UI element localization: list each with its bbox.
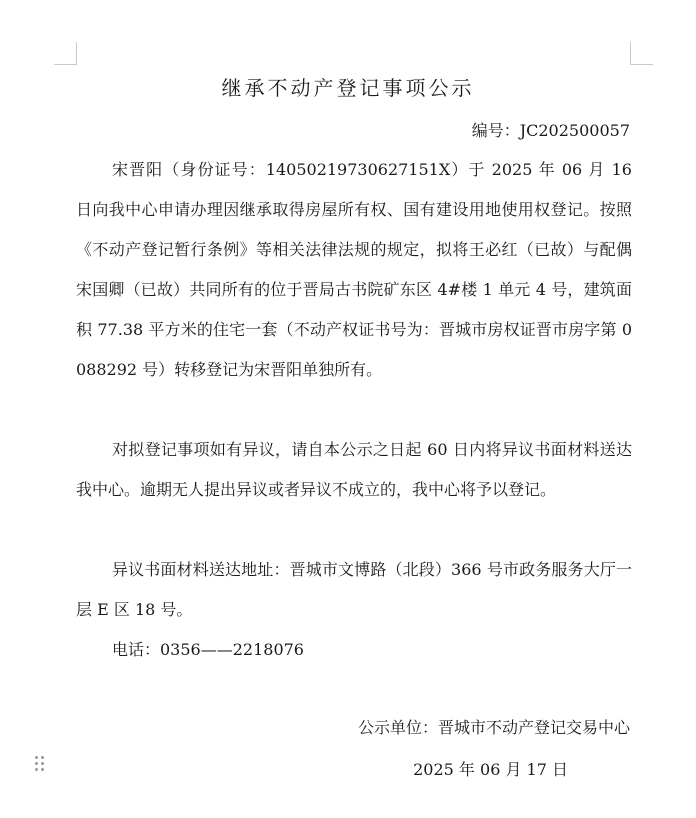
issue-date: 2025 年 06 月 17 日 [413, 760, 568, 779]
paragraph-phone: 电话：0356——2218076 [112, 640, 304, 659]
paragraph-objection: 对拟登记事项如有异议，请自本公示之日起 60 日内将异议书面材料送达我中心。逾期无人提出异议或者异议不成立的，我中心将予以登记。 [76, 440, 632, 499]
drag-handle-icon[interactable] [35, 756, 45, 772]
document-number: 编号：JC202500057 [471, 121, 630, 140]
issuing-unit: 公示单位：晋城市不动产登记交易中心 [357, 718, 630, 737]
top-left-crop-mark [54, 42, 77, 65]
paragraph-address: 异议书面材料送达地址：晋城市文博路（北段）366 号市政务服务大厅一层 E 区 18 号。 [76, 560, 632, 619]
top-right-crop-mark [630, 42, 653, 65]
document-title: 继承不动产登记事项公示 [221, 76, 475, 100]
paragraph-applicant: 宋晋阳（身份证号：14050219730627151X）于 2025 年 06 月 16 日向我中心申请办理因继承取得房屋所有权、国有建设用地使用权登记。按照《不动产登记暂行条例》等相关法律法规的规定，拟将王必红（已故）与配偶宋国卿（已故）共同所有的位于晋局古书院矿东区 4#楼 1 单元 4 号，建筑面积 77.38 平方米的住宅一套（不动产权证书号为：晋城市房权证晋市房字第 0088292 号）转移登记为宋晋阳单独所有。 [76, 160, 632, 379]
